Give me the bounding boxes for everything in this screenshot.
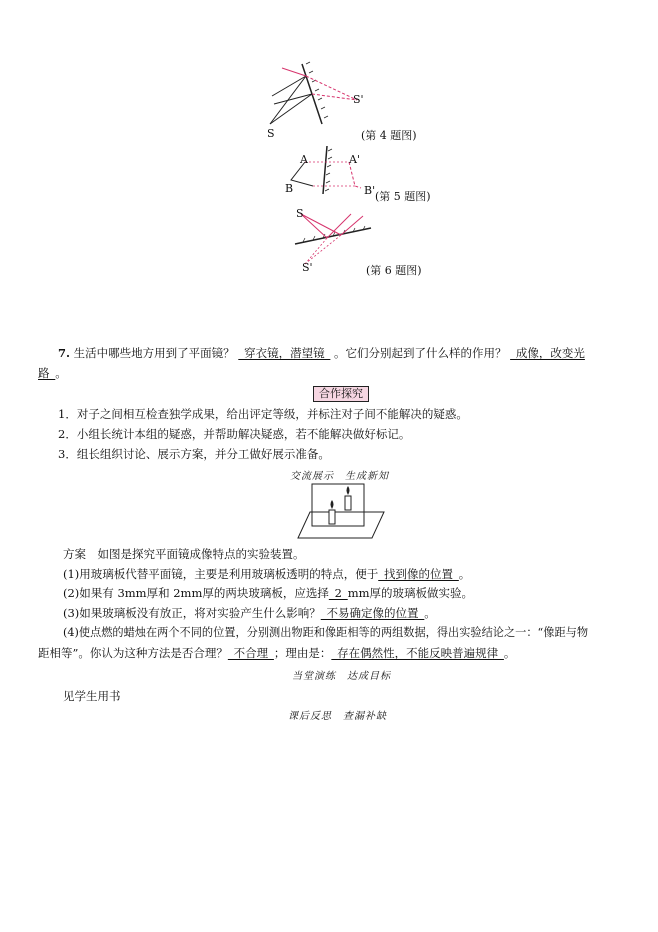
fig5-label-a-prime: A' <box>349 153 360 166</box>
step-3: 3．组长组织讨论、展示方案，并分工做好展示准备。 <box>58 447 330 461</box>
reflection-header: 课后反思 查漏补缺 <box>288 711 387 722</box>
fig6-label-s: S <box>296 207 304 220</box>
fig4-label-s-prime: S' <box>353 93 364 106</box>
plan-q3-text: (3)如果玻璃板没有放正，将对实验产生什么影响？ <box>63 606 321 620</box>
plan-q2-answer: _2_ <box>328 586 348 600</box>
q7-end: 。 <box>55 366 67 380</box>
figure-6-caption: (第 6 题图) <box>366 264 422 277</box>
figure-4-caption: (第 4 题图) <box>361 129 417 142</box>
q7-text-2: 。它们分别起到了什么样的作用？ <box>333 346 507 360</box>
q7-number: 7. <box>58 346 71 360</box>
see-student-book: 见学生用书 <box>63 689 121 703</box>
plan-q4-answer-2: _存在偶然性，不能反映普遍规律_ <box>331 646 504 660</box>
plan-q2 <box>63 585 473 601</box>
q7-answer-2a: _成像，改变光 <box>510 346 585 360</box>
fig5-label-b-prime: B' <box>364 184 376 197</box>
plan-q4-line-1: (4)使点燃的蜡烛在两个不同的位置，分别测出物距和像距相等的两组数据，得出实验结论之一：“像距与物 <box>63 626 589 639</box>
q7-text-1: 生活中哪些地方用到了平面镜？ <box>73 346 235 360</box>
plan-q4-end: 。 <box>503 646 516 660</box>
practice-header: 当堂演练 达成目标 <box>292 671 391 682</box>
plan-q2-text: (2)如果有 3mm厚和 2mm厚的两块玻璃板，应选择 <box>63 586 329 600</box>
fig4-label-s: S <box>267 127 275 140</box>
plan-q1-end: 。 <box>458 567 471 581</box>
step-2: 2．小组长统计本组的疑惑，并帮助解决疑惑，若不能解决做好标记。 <box>58 427 411 441</box>
plan-q1-answer: _找到像的位置_ <box>378 567 459 581</box>
fig6-label-s-prime: S' <box>302 261 313 274</box>
plan-q4-mid: ；理由是： <box>273 646 332 660</box>
fig5-label-a: A <box>300 153 308 166</box>
plan-q3-end: 。 <box>424 606 436 620</box>
plan-q1 <box>63 566 470 582</box>
mirror-apparatus-diagram <box>296 482 386 542</box>
plan-q4-answer-1: _不合理_ <box>227 646 274 660</box>
question-7-line-1 <box>58 345 585 361</box>
exchange-header: 交流展示 生成新知 <box>290 471 389 482</box>
plan-q1-text: (1)用玻璃板代替平面镜，主要是利用玻璃板透明的特点，便于 <box>63 567 379 581</box>
question-7-line-2 <box>38 365 67 381</box>
plan-q3 <box>63 605 436 621</box>
plan-intro: 方案 如图是探究平面镜成像特点的实验装置。 <box>63 547 305 561</box>
step-1: 1．对子之间相互检查独学成果，给出评定等级，并标注对子间不能解决的疑惑。 <box>58 407 468 421</box>
plan-q4-line-2 <box>38 645 515 661</box>
section-header-cooperative-inquiry: 合作探究 <box>313 386 369 402</box>
q7-answer-2b: 路_ <box>38 366 56 380</box>
figure-5-caption: (第 5 题图) <box>375 190 431 203</box>
figure-6-diagram <box>293 208 373 268</box>
q7-answer-1: _穿衣镜，潜望镜_ <box>238 346 331 360</box>
plan-q4-text-2: 距相等”。你认为这种方法是否合理？ <box>38 646 228 660</box>
fig5-label-b: B <box>285 182 294 195</box>
plan-q2-end: mm厚的玻璃板做实验。 <box>347 586 473 600</box>
plan-q3-answer: _不易确定像的位置_ <box>320 606 425 620</box>
